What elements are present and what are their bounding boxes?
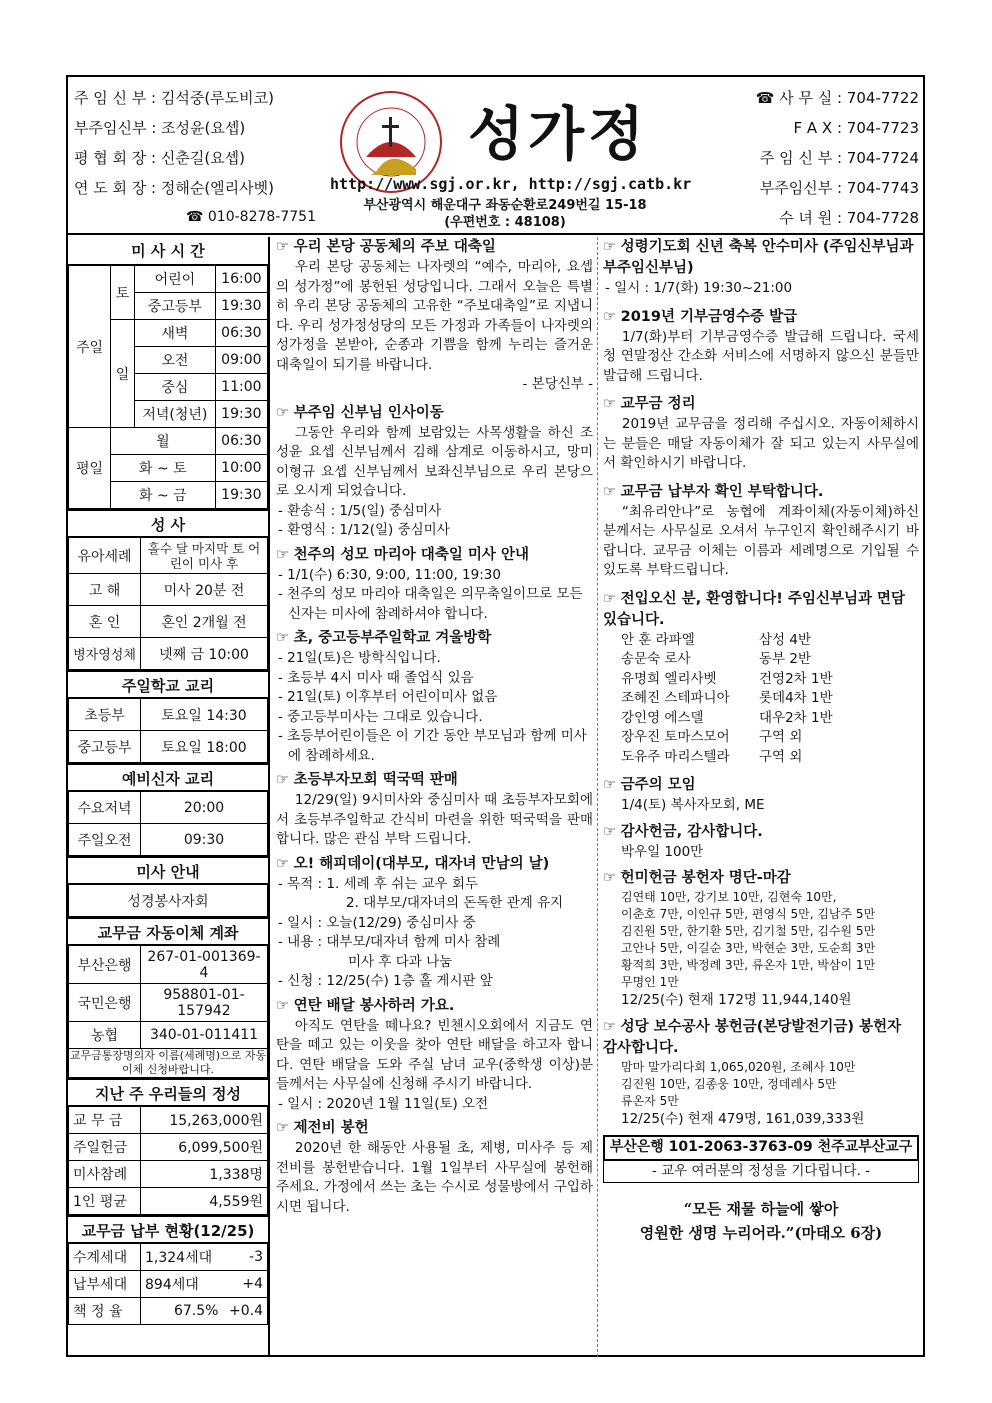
mass-name: 저녁(청년) <box>135 401 216 428</box>
mass-name: 오전 <box>135 347 216 374</box>
newcomer-row <box>603 689 919 709</box>
weekday-time: 06:30 <box>215 428 267 455</box>
notice-title: ☞ 교무금 납부자 확인 부탁합니다. <box>603 482 919 503</box>
notice-title: ☞ 교무금 정리 <box>603 394 919 415</box>
bank-name: 국민은행 <box>69 984 141 1022</box>
dues-value: 894세대 <box>141 1271 223 1298</box>
sacrament-time: 미사 20분 전 <box>141 574 268 606</box>
sacraments-heading: 성 사 <box>68 509 268 537</box>
notice-item: - 천주의 성모 마리아 대축일은 의무축일이므로 모든 신자는 미사에 참례하셔야 합니다. <box>278 586 583 622</box>
quote-line: “모든 재물 하늘에 쌓아 <box>683 1200 839 1218</box>
weekday-name: 화 ~ 토 <box>111 455 216 482</box>
offering-label: 주일헌금 <box>69 1134 141 1161</box>
mass-name: 새벽 <box>135 320 216 347</box>
sacrament-time: 홀수 달 마지막 토 어린이 미사 후 <box>141 538 268 574</box>
newcomer-name: 조혜진 스테파니아 <box>621 690 730 706</box>
notice-item: 박우일 100만 <box>621 843 704 860</box>
notice-item: - 초등부어린이들은 이 기간 동안 부모님과 함께 미사에 참례하세요. <box>278 728 587 764</box>
notice-body: 2020년 한 해동안 사용될 초, 제병, 미사주 등 제전비를 봉헌받습니다. 1월 1일부터 사무실에 봉헌해 주세요. 가정에서 쓰는 초는 수시로 성물방에서 구입하시면 됩니다. <box>276 1140 593 1215</box>
dues-change: +0.4 <box>222 1298 267 1325</box>
notice-title: ☞ 금주의 모임 <box>603 775 919 796</box>
notice-title: ☞ 헌미헌금 봉헌자 명단-마감 <box>603 868 919 889</box>
notice-title: ☞ 초, 중고등부주일학교 겨울방학 <box>276 628 593 649</box>
notice-item: - 내용 : 대부모/대자녀 함께 미사 참례 <box>278 934 501 950</box>
class-name: 주일오전 <box>69 824 141 856</box>
sacrament-name: 고 해 <box>69 574 141 606</box>
notice-title: ☞ 초등부자모회 떡국떡 판매 <box>276 770 593 791</box>
mass-time: 19:30 <box>215 401 267 428</box>
notice-item: - 21일(토) 이후부터 어린이미사 없음 <box>278 689 498 705</box>
donor-line: 류온자 5만 <box>621 1093 679 1108</box>
dues-label: 책 정 율 <box>69 1298 141 1325</box>
notice-title: ☞ 제전비 봉헌 <box>276 1118 593 1139</box>
notice-item: - 일시 : 1/7(화) 19:30~21:00 <box>605 280 793 296</box>
notice-body: 1/7(화)부터 기부금영수증 발급해 드립니다. 국세청 연말정산 간소화 서비스에 서명하지 않으신 분들만 발급해 드립니다. <box>603 328 919 384</box>
mass-guide-group: 성경봉사자회 <box>69 885 268 917</box>
newcomer-name: 장우진 토마스모어 <box>621 729 730 745</box>
notice-title: ☞ 우리 본당 공동체의 주보 대축일 <box>276 237 593 258</box>
newcomer-district: 동부 2반 <box>759 651 812 667</box>
offering-table <box>68 1106 268 1215</box>
notice-title: ☞ 전입오신 분, 환영합니다! 주임신부님과 면담 있습니다. <box>603 589 919 631</box>
class-time: 20:00 <box>141 792 268 824</box>
newcomer-row <box>603 748 919 768</box>
sunday-day-label: 일 <box>111 320 135 428</box>
notice-title: ☞ 2019년 기부금영수증 발급 <box>603 307 919 328</box>
notice-title: ☞ 부주임 신부님 인사이동 <box>276 403 593 424</box>
mass-times-heading: 미 사 시 간 <box>68 237 268 265</box>
notice-item: - 21일(토)은 방학식입니다. <box>278 650 441 666</box>
sunday-label: 주일 <box>69 266 111 428</box>
newcomer-district: 구역 외 <box>759 729 803 745</box>
donor-line: 김진원 5만, 한기환 5만, 김기철 5만, 김수원 5만 <box>621 924 876 938</box>
notice-title: ☞ 성당 보수공사 봉헌금(본당발전기금) 봉헌자 감사합니다. <box>603 1017 919 1059</box>
newcomer-name: 송문숙 로사 <box>621 651 691 667</box>
donor-line: 맘마 말가리다회 1,065,020원, 조혜사 10만 <box>621 1059 856 1074</box>
mobile-phone: ☎ 010-8278-7751 <box>186 209 316 225</box>
dues-change: +4 <box>222 1271 267 1298</box>
masthead <box>68 77 923 235</box>
notice-signature: - 본당신부 - <box>522 376 593 392</box>
class-time: 토요일 18:00 <box>141 731 268 763</box>
saturday-label: 토 <box>111 266 135 320</box>
autopay-heading: 교무금 자동이체 계좌 <box>68 917 268 945</box>
dues-change: -3 <box>222 1244 267 1271</box>
diocese-account: 부산은행 101-2063-3763-09 천주교부산교구 <box>603 1135 919 1161</box>
newcomer-row <box>603 650 919 670</box>
offering-value: 15,263,000원 <box>141 1107 268 1134</box>
notice-title: ☞ 연탄 배달 봉사하러 가요. <box>276 996 593 1017</box>
convent-phone: 수 녀 원 : 704-7728 <box>779 209 919 227</box>
catechumen-table <box>68 791 268 856</box>
notice-item: - 일시 : 오늘(12/29) 중심미사 중 <box>278 914 476 931</box>
notice-item: 1/4(토) 복사자모회, ME <box>621 797 765 813</box>
notice-body: 12/29(일) 9시미사와 중심미사 때 초등부자모회에서 초등부주일학교 간식비 마련을 위한 떡국떡을 판매합니다. 많은 관심 부탁 드립니다. <box>276 792 593 847</box>
notice-title: ☞ 오! 해피데이(대부모, 대자녀 만남의 날) <box>276 854 593 875</box>
postal-code: (우편번호 : 48108) <box>444 215 566 230</box>
notice-body: 그동안 우리와 함께 보람있는 사목생활을 하신 조성윤 요셉 신부님께서 김해 삼계로 이동하시고, 망미 이형규 요셉 신부님께서 보좌신부님으로 우리 본당으로 오시게 되었습니다. <box>276 424 593 499</box>
donor-line: 무명인 1만 <box>621 975 679 989</box>
newcomer-row <box>603 709 919 729</box>
notice-item: - 목적 : 1. 세례 후 쉬는 교우 회두 <box>278 875 479 892</box>
notice-item: 2. 대부모/대자녀의 돈독한 관계 유지 <box>346 895 564 911</box>
scripture-quote <box>603 1197 919 1245</box>
notice-item: - 초등부 4시 미사 때 졸업식 있음 <box>278 669 474 686</box>
newcomer-name: 도유주 마리스텔라 <box>621 748 730 765</box>
schedule-column <box>68 237 270 1357</box>
class-name: 중고등부 <box>69 731 141 763</box>
weekday-time: 10:00 <box>215 455 267 482</box>
sunday-school-table <box>68 698 268 763</box>
class-name: 수요저녁 <box>69 792 141 824</box>
offering-label: 미사참례 <box>69 1161 141 1188</box>
sacraments-table <box>68 537 268 670</box>
office-phone: ☎ 사 무 실 : 704-7722 <box>755 89 919 107</box>
sacrament-name: 병자영성체 <box>69 638 141 670</box>
donor-line: 이춘호 7만, 이인규 5만, 편영식 5만, 김남주 5만 <box>621 907 876 921</box>
account-caption: - 교우 여러분의 정성을 기다립니다. - <box>603 1161 919 1184</box>
offering-value: 1,338명 <box>141 1161 268 1188</box>
account-number: 340-01-011411 <box>141 1022 268 1049</box>
offering-value: 4,559원 <box>141 1188 268 1215</box>
mass-name: 중고등부 <box>135 293 216 320</box>
assistant-pastor-line: 부주임신부 : 조성윤(요셉) <box>74 119 246 137</box>
notices-column-center <box>272 237 598 1357</box>
fax-number: F A X : 704-7723 <box>793 119 919 137</box>
newcomer-district: 대우2차 1반 <box>759 709 833 726</box>
pastor-line: 주 임 신 부 : 김석중(루도비코) <box>74 89 274 107</box>
notice-body: 우리 본당 공동체는 나자렛의 “예수, 마리아, 요셉의 성가정”에 봉헌된 성당입니다. 그래서 오늘은 특별히 우리 본당 공동체의 고유한 “주보대축일”로 지냅니다. 우리 성가정성당의 모든 가정과 가족들이 나자렛의 성가정을 본받아, 순종과 기쁨을 함께 누리는 즐거운 대축일이 되기를 바랍니다. <box>276 259 593 373</box>
dues-value: 67.5% <box>141 1298 223 1325</box>
newcomer-district: 롯데4차 1반 <box>759 690 833 706</box>
donor-line: 김진원 10만, 김종웅 10만, 정데레사 5만 <box>621 1076 837 1091</box>
newcomer-row <box>603 670 919 690</box>
autopay-table <box>68 945 268 1049</box>
weekday-label: 평일 <box>69 428 111 509</box>
dues-table <box>68 1243 268 1325</box>
newcomer-district: 건영2차 1반 <box>759 670 833 687</box>
pastor-phone: 주 임 신 부 : 704-7724 <box>759 149 919 167</box>
notice-item: - 1/1(수) 6:30, 9:00, 11:00, 19:30 <box>278 566 501 583</box>
district-president-line: 연 도 회 장 : 정해순(엘리사벳) <box>74 179 274 197</box>
mass-name: 중심 <box>135 374 216 401</box>
donor-total: 12/25(수) 현재 172명 11,944,140원 <box>621 992 852 1008</box>
mass-guide-heading: 미사 안내 <box>68 856 268 884</box>
notice-item: 미사 후 다과 나눔 <box>348 953 453 970</box>
newcomer-name: 유명희 엘리사벳 <box>621 670 717 687</box>
offering-value: 6,099,500원 <box>141 1134 268 1161</box>
notice-body: 2019년 교무금을 정리해 주십시오. 자동이체하시는 분들은 매달 자동이체가 잘 되고 있는지 사무실에서 확인하시기 바랍니다. <box>603 416 919 471</box>
dues-label: 납부세대 <box>69 1271 141 1298</box>
clergy-list <box>74 83 274 203</box>
newcomer-district: 구역 외 <box>759 748 803 765</box>
notice-title: ☞ 천주의 성모 마리아 대축일 미사 안내 <box>276 545 593 566</box>
contact-list <box>756 83 919 233</box>
account-number: 267-01-001369-4 <box>141 946 268 984</box>
newcomer-name: 강인영 에스델 <box>621 709 704 726</box>
street-address: 부산광역시 해운대구 좌동순환로249번길 15-18 <box>363 198 647 213</box>
newcomer-name: 안 훈 라파엘 <box>621 631 695 648</box>
bulletin-title: 성가정 <box>468 100 649 168</box>
notice-item: - 일시 : 2020년 1월 11일(토) 오전 <box>278 1095 489 1112</box>
mass-time: 09:00 <box>215 347 267 374</box>
quote-line: 영원한 생명 누리어라.”(마태오 6장) <box>639 1224 883 1242</box>
donor-line: 김연태 10만, 강기보 10만, 김현숙 10만, <box>621 890 837 904</box>
autopay-note: 교무금통장명의자 이름(세례명)으로 자동이체 신청바랍니다. <box>69 1049 267 1076</box>
bank-name: 농협 <box>69 1022 141 1049</box>
weekday-time: 19:30 <box>215 482 267 509</box>
newcomer-row <box>603 631 919 651</box>
notice-item: - 중고등부미사는 그대로 있습니다. <box>278 708 483 725</box>
donor-total: 12/25(수) 현재 479명, 161,039,333원 <box>621 1110 865 1127</box>
sacrament-name: 유아세례 <box>69 538 141 574</box>
notice-item: - 환송식 : 1/5(일) 중심미사 <box>278 502 442 519</box>
mass-time: 06:30 <box>215 320 267 347</box>
class-time: 09:30 <box>141 824 268 856</box>
notice-item: - 신청 : 12/25(수) 1층 홀 게시판 앞 <box>278 973 493 989</box>
mass-guide-table <box>68 884 268 917</box>
offering-label: 교 무 금 <box>69 1107 141 1134</box>
notice-title: ☞ 성령기도회 신년 축복 안수미사 (주임신부님과 부주임신부님) <box>603 237 919 279</box>
notice-body: 아직도 연탄을 떼나요? 빈첸시오회에서 지금도 연탄을 떼고 있는 이웃을 찾아 연탄 배달을 하고자 합니다. 연탄 배달을 도와 주실 남녀 교우(중학생 이상)분들께서는 사무실에 신청해 주시기 바랍니다. <box>276 1017 593 1092</box>
bank-name: 부산은행 <box>69 946 141 984</box>
sacrament-name: 혼 인 <box>69 606 141 638</box>
notices-column-right <box>599 237 923 1357</box>
website-urls[interactable]: http://www.sgj.or.kr, http://sgj.catb.kr <box>330 175 692 193</box>
notice-title: ☞ 감사헌금, 감사합니다. <box>603 822 919 843</box>
notice-item: - 환영식 : 1/12(일) 중심미사 <box>278 522 450 538</box>
catechumen-heading: 예비신자 교리 <box>68 763 268 791</box>
weekday-name: 화 ~ 금 <box>111 482 216 509</box>
mass-time: 11:00 <box>215 374 267 401</box>
class-name: 초등부 <box>69 699 141 731</box>
address <box>340 197 670 231</box>
dues-value: 1,324세대 <box>141 1244 223 1271</box>
mass-times-table <box>68 265 268 509</box>
donor-line: 황적희 3만, 박정례 3만, 류온자 1만, 박삼이 1만 <box>621 958 876 972</box>
donor-line: 고안나 5만, 이길순 3만, 박현순 3만, 도순희 3만 <box>621 941 876 955</box>
weekday-name: 월 <box>111 428 216 455</box>
class-time: 토요일 14:30 <box>141 699 268 731</box>
offering-heading: 지난 주 우리들의 정성 <box>68 1078 268 1106</box>
mass-time: 19:30 <box>215 293 267 320</box>
newcomer-district: 삼성 4반 <box>759 631 812 648</box>
notice-body: “최유리안나”로 농협에 계좌이체(자동이체)하신 분께서는 사무실로 오셔서 누구인지 확인해주시기 바랍니다. 교무금 이체는 이름과 세례명으로 기입될 수 있도록 부탁드립니다. <box>603 503 919 578</box>
dues-heading: 교무금 납부 현황(12/25) <box>68 1215 268 1243</box>
assistant-pastor-phone: 부주임신부 : 704-7743 <box>759 179 919 197</box>
council-president-line: 평 협 회 장 : 신춘길(요셉) <box>74 149 246 167</box>
dues-label: 수계세대 <box>69 1244 141 1271</box>
bulletin-frame <box>66 75 925 1357</box>
sacrament-time: 혼인 2개월 전 <box>141 606 268 638</box>
sacrament-time: 넷째 금 10:00 <box>141 638 268 670</box>
newcomer-row <box>603 728 919 748</box>
mass-time: 16:00 <box>215 266 267 293</box>
account-number: 958801-01-157942 <box>141 984 268 1022</box>
mass-name: 어린이 <box>135 266 216 293</box>
offering-label: 1인 평균 <box>69 1188 141 1215</box>
sunday-school-heading: 주일학교 교리 <box>68 670 268 698</box>
